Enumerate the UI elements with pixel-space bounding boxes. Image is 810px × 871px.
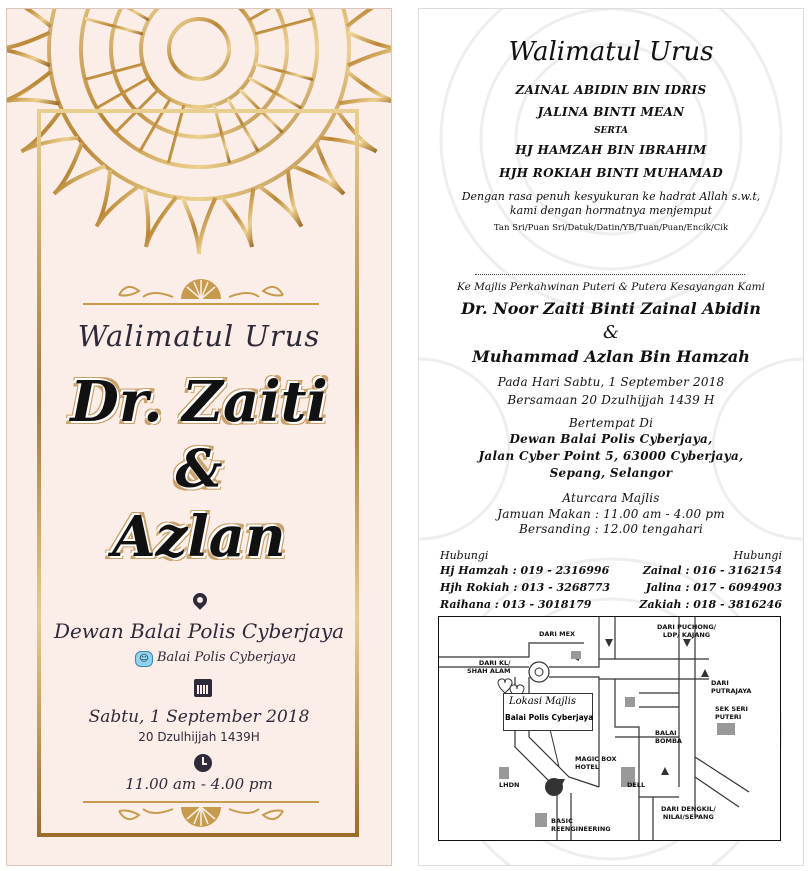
hijri-date: 20 Dzulhijjah 1439H (138, 730, 260, 744)
contact-item[interactable]: Hj Hamzah : 019 - 2316996 (440, 564, 610, 577)
clock-icon (194, 754, 212, 772)
groom-short-name: Azlan (112, 504, 286, 570)
contact-item[interactable]: Hjh Rokiah : 013 - 3268773 (440, 581, 611, 594)
ampersand: & (175, 439, 223, 500)
mandala-petal (348, 33, 391, 66)
map-venue-title: Lokasi Majlis (509, 696, 577, 707)
invite-message-2: kami dengan hormatnya menjemput (509, 204, 713, 217)
contact-item[interactable]: Zainal : 016 - 3162154 (642, 564, 782, 577)
bride-full-name: Dr. Noor Zaiti Binti Zainal Abidin (461, 299, 761, 318)
top-divider-ornament (83, 277, 319, 307)
ceremony-day: Pada Hari Sabtu, 1 September 2018 (497, 375, 725, 389)
mandala-ring (141, 9, 257, 107)
mandala-spoke (97, 78, 149, 108)
dotted-divider (475, 274, 745, 275)
event-time: 11.00 am - 4.00 pm (125, 775, 273, 793)
map-label-dari-putrajaya: DARI PUTRAJAYA (711, 679, 752, 695)
location-map[interactable] (438, 616, 781, 841)
parent-name-4: HJH ROKIAH BINTI MUHAMAD (499, 166, 723, 180)
groom-full-name: Muhammad Azlan Bin Hamzah (472, 347, 750, 366)
map-label-basic: BASIC REENGINEERING (551, 817, 611, 833)
back-title: Walimatul Urus (508, 37, 714, 67)
venue-line-2: Jalan Cyber Point 5, 63000 Cyberjaya, (478, 449, 744, 463)
waze-label[interactable]: Balai Polis Cyberjaya (157, 650, 297, 665)
parent-name-3: HJ HAMZAH BIN IBRAHIM (515, 143, 707, 157)
map-venue-subtitle: Balai Polis Cyberjaya (505, 713, 594, 722)
honorifics: Tan Sri/Puan Sri/Datuk/Datin/YB/Tuan/Puan/Encik/Cik (493, 223, 729, 233)
contact-item[interactable]: Zakiah : 018 - 3816246 (639, 598, 782, 611)
mandala-spoke (97, 9, 149, 20)
venue-name: Dewan Balai Polis Cyberjaya (53, 619, 345, 643)
serta-text: SERTA (594, 126, 628, 136)
venue-line-1: Dewan Balai Polis Cyberjaya, (509, 432, 713, 446)
ceremony-intro: Ke Majlis Perkahwinan Puteri & Putera Kesayangan Kami (457, 281, 765, 293)
map-roads (439, 617, 781, 841)
contact-label-left: Hubungi (440, 549, 489, 562)
venue-label: Bertempat Di (568, 416, 654, 430)
map-label-balai-bomba: BALAI BOMBA (655, 729, 682, 745)
bottom-divider-ornament (83, 799, 319, 829)
agenda-label: Aturcara Majlis (562, 491, 660, 505)
map-label-lhdn: LHDN (499, 781, 520, 789)
map-label-dari-mex: DARI MEX (539, 630, 576, 638)
contact-item[interactable]: Raihana : 013 - 3018179 (440, 598, 592, 611)
event-date: Sabtu, 1 September 2018 (88, 707, 310, 727)
agenda-item-bersanding: Bersanding : 12.00 tengahari (518, 522, 703, 536)
venue-line-3: Sepang, Selangor (549, 466, 673, 480)
mandala-spoke (249, 9, 301, 20)
names-ampersand: & (602, 322, 620, 343)
parent-name-2: JALINA BINTI MEAN (537, 105, 685, 119)
mandala-ring (169, 19, 229, 79)
map-label-dari-dengkil: DARI DENGKIL/ NILAI/SEPANG (661, 805, 716, 821)
map-label-sek-seri: SEK SERI PUTERI (715, 705, 748, 721)
back-card (418, 8, 804, 866)
waze-icon[interactable]: ☺ (135, 651, 153, 667)
map-label-dari-kl: DARI KL/ SHAH ALAM (467, 659, 511, 675)
map-label-magic-box: MAGIC BOX HOTEL (575, 755, 617, 771)
calendar-icon (194, 679, 212, 697)
contact-item[interactable]: Jalina : 017 - 6094903 (645, 581, 782, 594)
invite-message-1: Dengan rasa penuh kesyukuran ke hadrat Allah s.w.t, (461, 190, 761, 203)
map-label-dari-puchong: DARI PUCHONG/ LDP/ KAJANG (657, 623, 717, 639)
agenda-item-meal: Jamuan Makan : 11.00 am - 4.00 pm (497, 507, 725, 521)
map-label-dell: DELL (627, 781, 646, 789)
mandala-spoke (249, 78, 301, 108)
front-card (6, 8, 392, 866)
parent-name-1: ZAINAL ABIDIN BIN IDRIS (515, 83, 707, 97)
bride-short-name: Dr. Zaiti (70, 369, 328, 435)
ceremony-hijri: Bersamaan 20 Dzulhijjah 1439 H (507, 393, 715, 407)
invitation-title: Walimatul Urus (77, 319, 321, 353)
contact-label-right: Hubungi (733, 549, 782, 562)
mandala-petal (7, 33, 50, 66)
